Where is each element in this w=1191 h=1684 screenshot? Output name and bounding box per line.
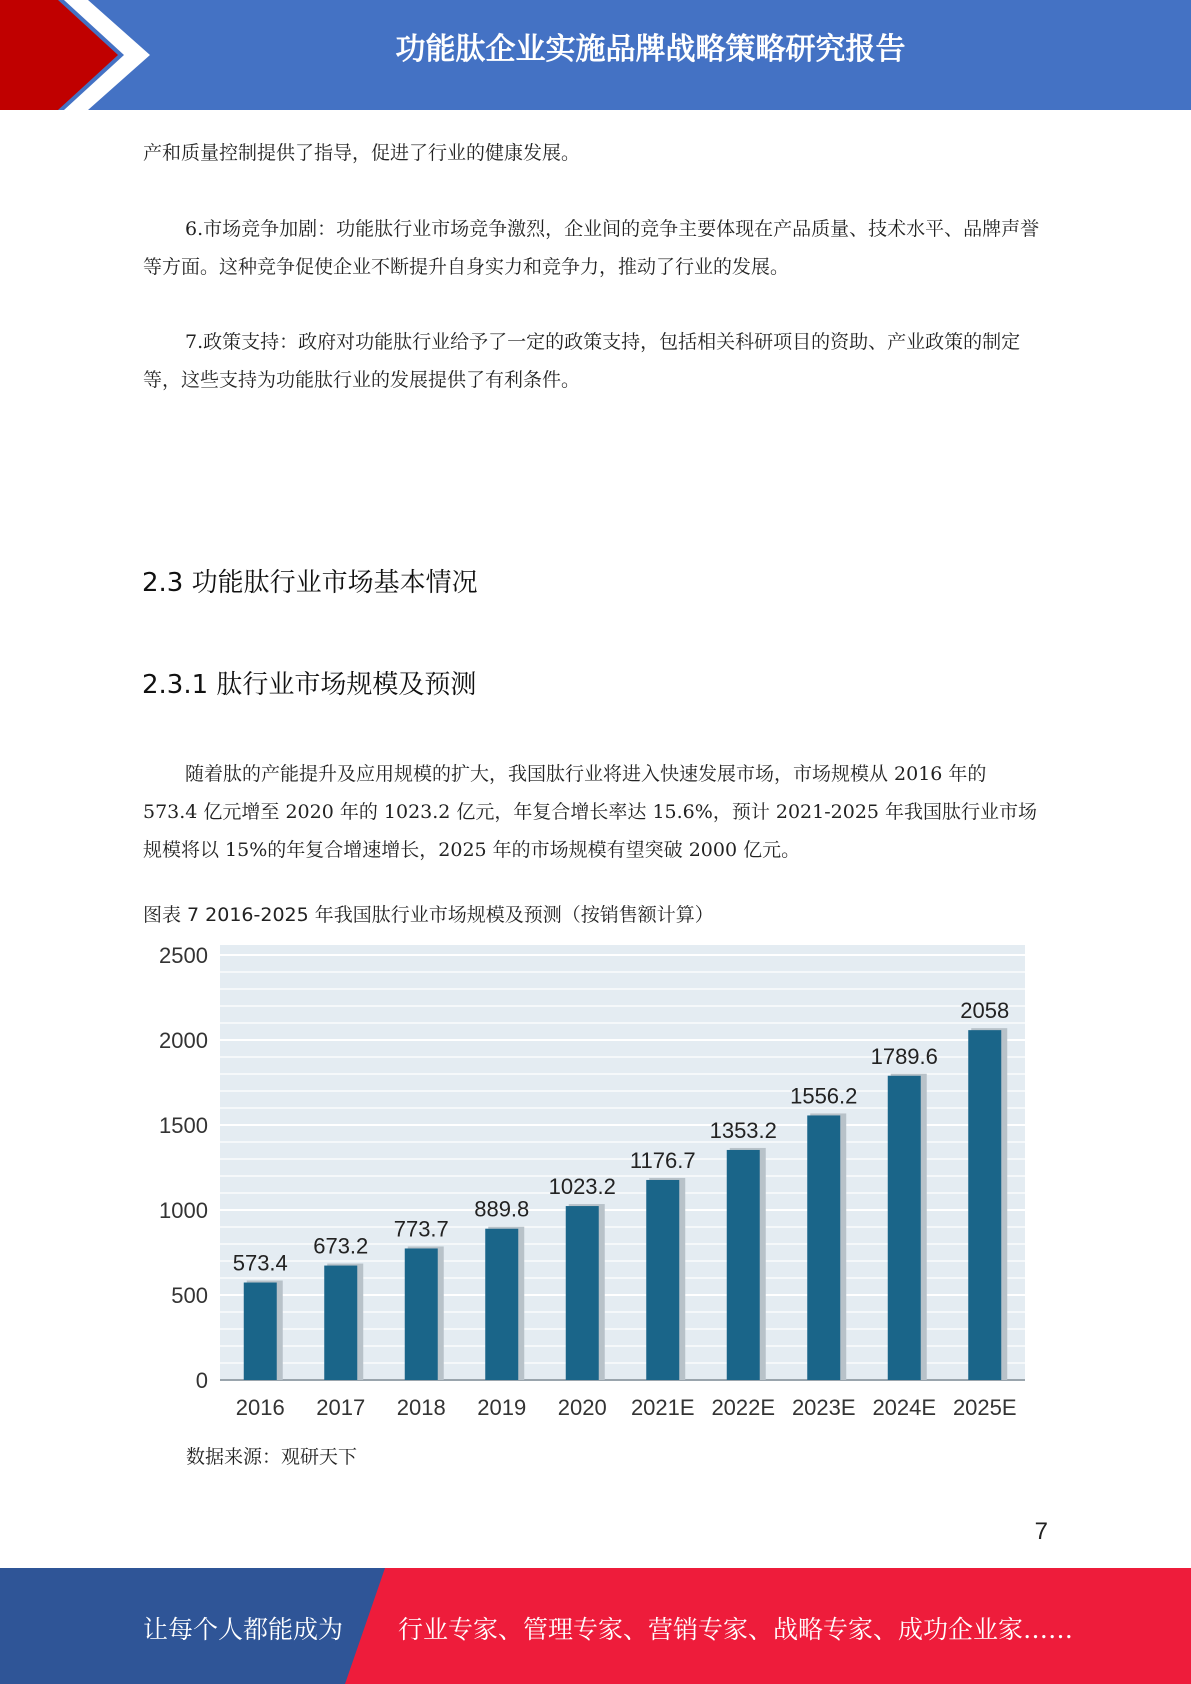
bar-value-label: 2058 [960,998,1010,1024]
footer-slogan-right: 行业专家、管理专家、营销专家、战略专家、成功企业家…… [398,1615,1074,1644]
section-heading: 2.3 功能肽行业市场基本情况 [142,568,478,598]
bar [888,1076,921,1380]
bar [807,1115,840,1380]
x-tick-label: 2022E [711,1395,776,1420]
data-source: 数据来源：观研天下 [186,1446,358,1468]
bar [405,1248,438,1380]
paragraph-market-size: 随着肽的产能提升及应用规模的扩大，我国肽行业将进入快速发展市场，市场规模从 2016 年的 573.4 亿元增至 2020 年的 1023.2 亿元，年复合增长率达 15.6%，预计 2021-2025 年我国肽行业市场规模将以 15%的年复合增速增长，2025 年的市场规模有望突破 2000 亿元。 [143,763,1038,861]
y-tick-label: 0 [195,1368,208,1393]
y-tick-label: 500 [171,1283,208,1308]
page-header [0,0,1191,110]
market-size-bar-chart [140,940,1040,1430]
report-title: 功能肽企业实施品牌战略策略研究报告 [395,32,906,67]
footer-slogan-left: 让每个人都能成为 [143,1615,344,1644]
y-tick-label: 2500 [159,943,208,968]
figure-caption: 图表 7 2016-2025 年我国肽行业市场规模及预测（按销售额计算） [143,904,714,926]
bar [324,1266,357,1380]
y-tick-label: 2000 [159,1028,208,1053]
bar-value-label: 1353.2 [709,1117,777,1143]
bar-value-label: 889.8 [474,1196,530,1222]
bar [646,1180,679,1380]
x-tick-label: 2025E [952,1395,1017,1420]
bar [968,1030,1001,1380]
x-tick-label: 2024E [872,1395,937,1420]
x-tick-label: 2023E [791,1395,856,1420]
bar-value-label: 673.2 [313,1233,369,1259]
bar [727,1150,760,1380]
page-number: 7 [1034,1518,1048,1545]
paragraph-policy-support: 7.政策支持：政府对功能肽行业给予了一定的政策支持，包括相关科研项目的资助、产业政策的制定等，这些支持为功能肽行业的发展提供了有利条件。 [143,331,1021,391]
x-tick-label: 2018 [396,1395,446,1420]
bar [244,1283,277,1380]
bar-value-label: 1176.7 [629,1147,696,1173]
x-tick-label: 2019 [477,1395,527,1420]
x-tick-label: 2017 [316,1395,366,1420]
header-arrow-decoration [0,0,160,110]
y-tick-label: 1000 [159,1198,208,1223]
subsection-heading: 2.3.1 肽行业市场规模及预测 [142,670,477,700]
bar [485,1229,518,1380]
bar-value-label: 1789.6 [870,1043,938,1069]
x-tick-label: 2021E [630,1395,695,1420]
x-tick-label: 2020 [557,1395,607,1420]
bar [566,1206,599,1380]
bar-value-label: 773.7 [393,1216,449,1242]
bar-value-label: 1556.2 [790,1083,858,1109]
y-tick-label: 1500 [159,1113,208,1138]
bar-value-label: 573.4 [232,1250,288,1276]
intro-paragraph: 产和质量控制提供了指导，促进了行业的健康发展。 [143,142,581,164]
paragraph-market-competition: 6.市场竞争加剧：功能肽行业市场竞争激烈，企业间的竞争主要体现在产品质量、技术水平、品牌声誉等方面。这种竞争促使企业不断提升自身实力和竞争力，推动了行业的发展。 [143,218,1040,278]
bar-value-label: 1023.2 [548,1174,616,1200]
x-tick-label: 2016 [235,1395,285,1420]
